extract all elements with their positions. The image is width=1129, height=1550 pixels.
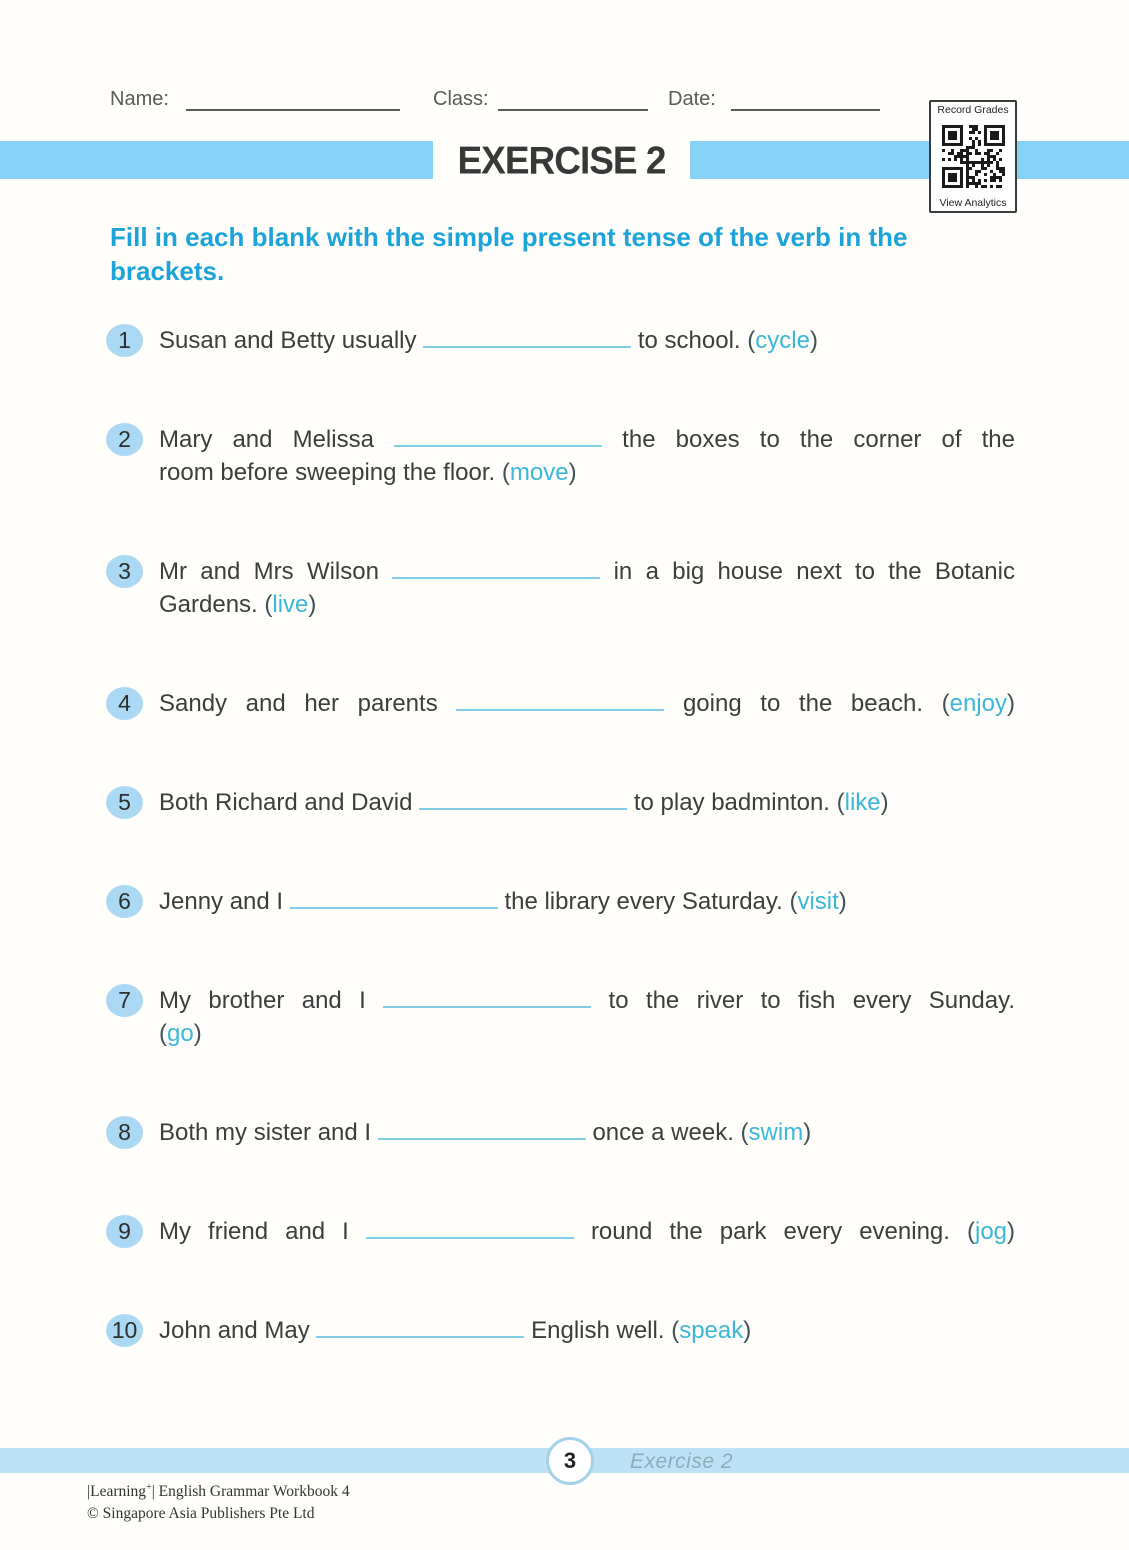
question-text: My friend and I xyxy=(159,1218,349,1245)
question-body xyxy=(159,1215,1015,1248)
name-label: Name: xyxy=(110,88,169,110)
question-number-badge: 7 xyxy=(106,984,143,1017)
question-number-badge: 9 xyxy=(106,1215,143,1248)
bracket-open: ( xyxy=(501,459,510,486)
answer-blank[interactable] xyxy=(392,555,600,579)
question-row xyxy=(106,1215,1021,1248)
bracket-close: ) xyxy=(809,327,818,354)
bracket-open: ( xyxy=(747,327,756,354)
instruction-text xyxy=(110,220,1020,288)
verb-hint: enjoy xyxy=(949,690,1007,717)
question-text: room before sweeping the floor. xyxy=(159,459,496,486)
page-number-badge: 3 xyxy=(546,1437,594,1485)
answer-blank[interactable] xyxy=(394,423,602,447)
verb-hint: go xyxy=(167,1020,194,1047)
page-title: EXERCISE 2 xyxy=(457,139,666,182)
question-text: the boxes to the corner of the xyxy=(622,426,1016,453)
title-box xyxy=(433,137,690,185)
footer-exercise-label: Exercise 2 xyxy=(630,1450,734,1473)
question-text: to play badminton. xyxy=(633,789,830,816)
verb-hint: like xyxy=(844,789,881,816)
question-text: Mary and Melissa xyxy=(159,426,374,453)
verb-hint: jog xyxy=(974,1218,1008,1245)
question-row xyxy=(106,555,1021,621)
bracket-close: ) xyxy=(193,1020,202,1047)
question-text: the library every Saturday. xyxy=(504,888,783,915)
qr-bottom-label: View Analytics xyxy=(939,197,1007,209)
answer-blank[interactable] xyxy=(419,786,627,810)
bracket-close: ) xyxy=(880,789,889,816)
bracket-open: ( xyxy=(740,1119,749,1146)
question-body xyxy=(159,423,1015,489)
question-text: once a week. xyxy=(592,1119,734,1146)
question-body xyxy=(159,1314,1015,1347)
bracket-close: ) xyxy=(838,888,847,915)
questions xyxy=(106,324,1021,1413)
question-text: going to the beach. xyxy=(682,690,923,717)
question-body xyxy=(159,555,1015,621)
verb-hint: move xyxy=(509,459,569,486)
question-row xyxy=(106,885,1021,918)
question-text: Mr and Mrs Wilson xyxy=(159,558,379,585)
question-text: in a big house next to the Botanic xyxy=(613,558,1015,585)
bracket-close: ) xyxy=(803,1119,812,1146)
question-body xyxy=(159,984,1015,1050)
imprint-line-2: © Singapore Asia Publishers Pte Ltd xyxy=(87,1505,315,1523)
bracket-close: ) xyxy=(743,1317,752,1344)
question-body xyxy=(159,687,1015,720)
publisher-imprint xyxy=(87,1477,350,1525)
question-number-badge: 10 xyxy=(106,1314,143,1347)
question-text: English well. xyxy=(531,1317,665,1344)
question-text: to school. xyxy=(637,327,741,354)
bracket-close: ) xyxy=(1007,1218,1016,1245)
bracket-open: ( xyxy=(671,1317,680,1344)
question-row xyxy=(106,984,1021,1050)
question-line xyxy=(159,456,1015,489)
answer-blank[interactable] xyxy=(456,687,664,711)
answer-blank[interactable] xyxy=(423,324,631,348)
question-line xyxy=(159,324,1015,357)
question-line xyxy=(159,588,1015,621)
question-row xyxy=(106,324,1021,357)
question-text: Both my sister and I xyxy=(159,1119,372,1146)
date-write-line[interactable] xyxy=(731,109,880,111)
question-line xyxy=(159,885,1015,918)
question-number-badge: 5 xyxy=(106,786,143,819)
question-text: John and May xyxy=(159,1317,310,1344)
question-text: Gardens. xyxy=(159,591,258,618)
question-row xyxy=(106,1116,1021,1149)
question-number-badge: 3 xyxy=(106,555,143,588)
question-row xyxy=(106,687,1021,720)
question-text: round the park every evening. xyxy=(590,1218,950,1245)
question-line xyxy=(159,1314,1015,1347)
question-number-badge: 6 xyxy=(106,885,143,918)
answer-blank[interactable] xyxy=(378,1116,586,1140)
question-line xyxy=(159,555,1015,588)
bracket-open: ( xyxy=(836,789,845,816)
qr-top-label: Record Grades xyxy=(937,104,1009,116)
imprint-line-1: |Learning+| English Grammar Workbook 4 xyxy=(87,1482,350,1501)
question-body xyxy=(159,324,1015,357)
answer-blank[interactable] xyxy=(366,1215,574,1239)
question-line xyxy=(159,786,1015,819)
bracket-open: ( xyxy=(264,591,273,618)
class-write-line[interactable] xyxy=(498,109,648,111)
question-body xyxy=(159,1116,1015,1149)
question-text: Jenny and I xyxy=(159,888,284,915)
bracket-open: ( xyxy=(941,690,950,717)
question-number-badge: 2 xyxy=(106,423,143,456)
verb-hint: speak xyxy=(679,1317,744,1344)
verb-hint: visit xyxy=(797,888,839,915)
question-row xyxy=(106,1314,1021,1347)
question-row xyxy=(106,423,1021,489)
question-line xyxy=(159,1017,1015,1050)
question-text: Sandy and her parents xyxy=(159,690,438,717)
answer-blank[interactable] xyxy=(383,984,591,1008)
bracket-close: ) xyxy=(568,459,577,486)
question-body xyxy=(159,885,1015,918)
class-label: Class: xyxy=(433,88,489,110)
date-label: Date: xyxy=(668,88,716,110)
question-body xyxy=(159,786,1015,819)
instruction-line-2: brackets. xyxy=(110,256,225,286)
instruction-line-1: Fill in each blank with the simple present tense of the verb in the xyxy=(110,222,908,252)
verb-hint: live xyxy=(272,591,309,618)
verb-hint: cycle xyxy=(755,327,810,354)
answer-blank[interactable] xyxy=(290,885,498,909)
question-text: Both Richard and David xyxy=(159,789,413,816)
bracket-open: ( xyxy=(966,1218,975,1245)
question-line xyxy=(159,687,1015,720)
question-number-badge: 4 xyxy=(106,687,143,720)
question-text: Susan and Betty usually xyxy=(159,327,417,354)
qr-code xyxy=(929,100,1017,213)
question-line xyxy=(159,1116,1015,1149)
question-row xyxy=(106,786,1021,819)
question-text: My brother and I xyxy=(159,987,366,1014)
question-line xyxy=(159,1215,1015,1248)
bracket-open: ( xyxy=(789,888,798,915)
qr-code-image xyxy=(942,125,1005,188)
bracket-close: ) xyxy=(308,591,317,618)
answer-blank[interactable] xyxy=(316,1314,524,1338)
question-number-badge: 8 xyxy=(106,1116,143,1149)
question-text: to the river to fish every Sunday. xyxy=(608,987,1016,1014)
verb-hint: swim xyxy=(748,1119,804,1146)
bracket-close: ) xyxy=(1006,690,1015,717)
question-line xyxy=(159,984,1015,1017)
name-write-line[interactable] xyxy=(186,109,400,111)
bracket-open: ( xyxy=(159,1020,167,1047)
question-line xyxy=(159,423,1015,456)
question-number-badge: 1 xyxy=(106,324,143,357)
